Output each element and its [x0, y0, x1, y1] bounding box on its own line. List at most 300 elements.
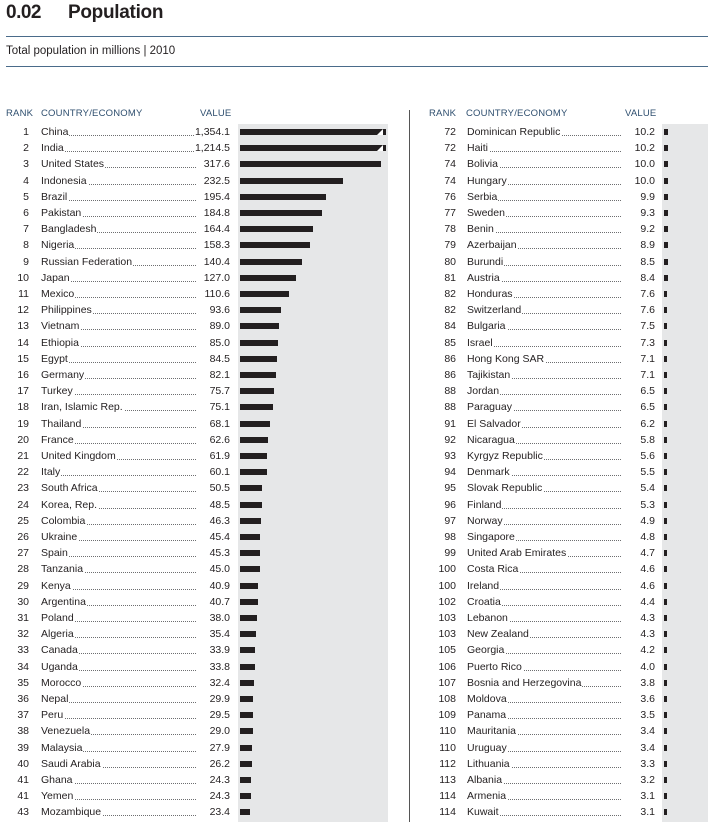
country-cell	[41, 723, 196, 739]
table-row	[0, 756, 392, 772]
country-cell	[467, 156, 621, 172]
population-bar	[664, 647, 667, 653]
dot-leader	[41, 475, 196, 476]
rank-cell: 9	[23, 255, 29, 268]
country-cell	[467, 173, 621, 189]
rank-cell: 109	[438, 709, 456, 722]
country-cell	[41, 691, 196, 707]
country-cell	[41, 140, 196, 156]
country-name: Colombia	[41, 514, 86, 527]
table-row	[409, 578, 708, 594]
country-name: Dominican Republic	[467, 126, 561, 138]
dot-leader	[467, 151, 621, 152]
table-row	[409, 659, 708, 675]
population-bar	[240, 793, 251, 799]
country-cell	[41, 740, 196, 756]
value-cell: 93.6	[209, 304, 230, 317]
country-name: Puerto Rico	[467, 660, 522, 673]
population-bar	[664, 761, 667, 767]
country-cell	[41, 237, 196, 253]
country-name: Norway	[467, 514, 503, 527]
value-cell: 4.6	[640, 563, 655, 576]
population-bar	[240, 421, 270, 427]
table-row	[0, 254, 392, 270]
country-name: Morocco	[41, 676, 82, 689]
value-cell: 10.0	[634, 158, 655, 171]
value-cell: 4.7	[640, 547, 655, 560]
country-name: Croatia	[467, 595, 501, 608]
rank-cell: 82	[444, 304, 456, 317]
table-row	[409, 156, 708, 172]
value-cell: 184.8	[203, 207, 230, 219]
country-cell	[467, 578, 621, 594]
country-name: Kyrgyz Republic	[467, 450, 543, 462]
country-cell	[467, 788, 621, 804]
population-bar	[240, 615, 257, 621]
country-cell	[41, 756, 196, 772]
rank-cell: 5	[23, 190, 29, 203]
country-name: Philippines	[41, 304, 92, 317]
population-bar	[240, 388, 274, 394]
value-cell: 84.5	[209, 352, 230, 365]
rank-cell: 80	[444, 255, 456, 268]
table-row	[0, 205, 392, 221]
table-row	[0, 561, 392, 577]
rank-cell: 114	[439, 790, 456, 803]
value-cell: 6.5	[640, 385, 655, 398]
country-name: Azerbaijan	[467, 239, 517, 252]
population-bar	[664, 421, 667, 427]
rank-cell: 76	[444, 190, 456, 203]
population-bar	[240, 712, 253, 718]
value-cell: 40.9	[209, 579, 230, 592]
table-row	[0, 740, 392, 756]
population-bar	[240, 583, 258, 589]
table-row	[0, 335, 392, 351]
table-row	[409, 610, 708, 626]
population-bar	[664, 583, 667, 589]
table-row	[409, 626, 708, 642]
country-name: Uganda	[41, 660, 78, 673]
bar-break-mark	[377, 129, 383, 135]
value-cell: 75.1	[209, 401, 230, 414]
value-cell: 1,214.5	[194, 142, 230, 155]
table-row	[409, 448, 708, 464]
value-cell: 317.6	[203, 158, 230, 171]
population-bar	[240, 323, 279, 329]
chart-number: 0.02	[6, 2, 41, 23]
table-row	[409, 513, 708, 529]
country-cell	[41, 675, 196, 691]
value-cell: 85.0	[209, 336, 230, 349]
table-row	[0, 383, 392, 399]
population-bar	[664, 145, 668, 151]
population-bar	[664, 680, 667, 686]
country-cell	[41, 367, 196, 383]
population-bar	[664, 388, 667, 394]
rank-cell: 3	[23, 158, 29, 171]
rank-cell: 103	[438, 628, 456, 641]
rank-cell: 8	[23, 239, 29, 252]
value-cell: 61.9	[209, 450, 230, 462]
country-name: Hungary	[467, 174, 507, 187]
rank-cell: 108	[438, 693, 456, 705]
country-name: Ghana	[41, 774, 73, 786]
value-cell: 3.5	[640, 709, 655, 722]
population-bar	[240, 161, 381, 167]
country-name: Spain	[41, 547, 68, 560]
table-row	[0, 626, 392, 642]
population-bar	[664, 161, 668, 167]
value-cell: 6.5	[640, 401, 655, 414]
country-name: Poland	[41, 612, 74, 624]
table-row	[0, 237, 392, 253]
country-name: Haiti	[467, 142, 489, 155]
population-bar	[240, 550, 260, 556]
table-row	[0, 723, 392, 739]
population-bar	[664, 615, 667, 621]
rank-cell: 72	[444, 126, 456, 138]
country-name: Finland	[467, 498, 502, 511]
value-cell: 3.3	[640, 757, 655, 770]
population-bar	[240, 534, 260, 540]
value-cell: 4.0	[640, 660, 655, 673]
table-row	[409, 286, 708, 302]
table-row	[409, 367, 708, 383]
table-row	[409, 124, 708, 140]
value-cell: 5.6	[640, 450, 655, 462]
value-cell: 24.3	[209, 790, 230, 803]
country-cell	[467, 140, 621, 156]
value-cell: 82.1	[209, 369, 230, 381]
country-cell	[467, 529, 621, 545]
table-row	[0, 221, 392, 237]
country-cell	[467, 367, 621, 383]
table-row	[409, 545, 708, 561]
population-bar	[664, 696, 667, 702]
country-cell	[467, 804, 621, 820]
country-cell	[41, 788, 196, 804]
value-cell: 158.3	[203, 239, 230, 252]
population-bar	[664, 453, 667, 459]
rank-cell: 17	[17, 385, 29, 398]
country-cell	[467, 691, 621, 707]
value-cell: 3.4	[640, 741, 655, 754]
country-name: Mexico	[41, 288, 75, 300]
value-cell: 68.1	[209, 417, 230, 430]
population-bar	[240, 485, 262, 491]
country-name: Mauritania	[467, 725, 517, 738]
country-name: France	[41, 433, 74, 446]
population-bar	[240, 777, 251, 783]
country-name: Russian Federation	[41, 255, 133, 268]
rank-cell: 36	[17, 693, 29, 705]
rank-cell: 81	[444, 271, 456, 284]
population-bar	[664, 664, 667, 670]
rank-cell: 105	[438, 644, 456, 657]
value-cell: 29.0	[209, 725, 230, 738]
table-row	[409, 383, 708, 399]
country-name: Bolivia	[467, 158, 498, 171]
country-name: Bosnia and Herzegovina	[467, 676, 582, 689]
population-bar	[240, 728, 253, 734]
value-cell: 8.5	[640, 255, 655, 268]
value-cell: 40.7	[209, 595, 230, 608]
table-row	[0, 432, 392, 448]
country-cell	[467, 464, 621, 480]
rank-cell: 103	[438, 612, 456, 624]
value-cell: 33.9	[209, 644, 230, 657]
rank-cell: 30	[17, 595, 29, 608]
population-bar	[240, 372, 276, 378]
rank-cell: 1	[23, 126, 29, 138]
population-bar	[664, 745, 667, 751]
country-name: Yemen	[41, 790, 74, 803]
population-bar	[240, 599, 258, 605]
country-cell	[467, 383, 621, 399]
table-row	[0, 497, 392, 513]
rank-cell: 88	[444, 401, 456, 414]
population-bar	[664, 356, 667, 362]
table-row	[0, 529, 392, 545]
value-cell: 9.3	[640, 207, 655, 219]
value-cell: 23.4	[209, 806, 230, 819]
table-row	[409, 675, 708, 691]
table-row	[409, 173, 708, 189]
population-bar	[240, 761, 252, 767]
country-cell	[41, 124, 196, 140]
country-name: Brazil	[41, 190, 68, 203]
value-cell: 3.2	[640, 774, 655, 786]
country-cell	[467, 237, 621, 253]
table-row	[0, 545, 392, 561]
country-name: Nicaragua	[467, 433, 515, 446]
population-bar	[240, 566, 260, 572]
country-cell	[41, 529, 196, 545]
country-cell	[41, 173, 196, 189]
chart-header	[6, 2, 708, 57]
country-cell	[41, 383, 196, 399]
population-bar	[240, 129, 386, 135]
population-bar	[664, 502, 667, 508]
country-name: Serbia	[467, 190, 498, 203]
table-row	[409, 804, 708, 820]
table-row	[0, 642, 392, 658]
country-cell	[41, 545, 196, 561]
population-bar	[664, 469, 667, 475]
rank-cell: 25	[17, 514, 29, 527]
value-cell: 45.4	[209, 531, 230, 543]
country-name: India	[41, 142, 64, 155]
population-bar	[664, 809, 667, 815]
rank-cell: 32	[17, 628, 29, 641]
value-cell: 89.0	[209, 320, 230, 333]
population-bar	[664, 178, 668, 184]
table-row	[409, 221, 708, 237]
value-cell: 110.6	[204, 288, 230, 300]
value-cell: 7.1	[640, 369, 655, 381]
rank-cell: 13	[17, 320, 29, 333]
country-cell	[41, 561, 196, 577]
rank-cell: 19	[17, 417, 29, 430]
table-row	[0, 464, 392, 480]
country-name: Pakistan	[41, 207, 82, 219]
country-cell	[467, 513, 621, 529]
country-name: Bulgaria	[467, 320, 506, 333]
country-name: Indonesia	[41, 174, 87, 187]
value-cell: 9.2	[640, 223, 655, 236]
country-cell	[41, 707, 196, 723]
value-cell: 8.9	[640, 239, 655, 252]
value-cell: 3.1	[640, 790, 655, 803]
country-name: South Africa	[41, 482, 98, 495]
table-row	[0, 707, 392, 723]
rank-cell: 24	[17, 498, 29, 511]
value-cell: 45.0	[209, 563, 230, 576]
table-row	[0, 594, 392, 610]
table-row	[409, 318, 708, 334]
country-cell	[467, 545, 621, 561]
country-header: COUNTRY/ECONOMY	[466, 108, 568, 119]
rank-cell: 110	[439, 725, 456, 738]
value-cell: 75.7	[209, 385, 230, 398]
value-cell: 5.3	[640, 498, 655, 511]
country-cell	[467, 416, 621, 432]
country-name: Costa Rica	[467, 563, 519, 576]
dot-leader	[41, 718, 196, 719]
rank-cell: 41	[17, 774, 29, 786]
country-cell	[467, 270, 621, 286]
country-cell	[467, 740, 621, 756]
population-bar	[240, 437, 268, 443]
country-name: Kenya	[41, 579, 71, 592]
population-bar	[664, 323, 667, 329]
country-name: Switzerland	[467, 304, 522, 317]
table-row	[409, 335, 708, 351]
country-cell	[41, 610, 196, 626]
value-cell: 3.8	[640, 676, 655, 689]
country-cell	[41, 254, 196, 270]
rank-header: RANK	[429, 108, 457, 119]
country-name: Mozambique	[41, 806, 102, 819]
rank-cell: 22	[17, 466, 29, 479]
country-name: Tanzania	[41, 563, 84, 576]
rank-cell: 94	[444, 466, 456, 479]
population-bar	[664, 518, 667, 524]
country-name: Kuwait	[467, 806, 499, 819]
table-row	[409, 561, 708, 577]
chart-subtitle: Total population in millions | 2010	[6, 45, 176, 57]
bar-break-mark	[377, 145, 383, 151]
value-cell: 4.9	[640, 514, 655, 527]
country-name: Canada	[41, 644, 78, 657]
country-cell	[41, 416, 196, 432]
rank-cell: 93	[444, 450, 456, 462]
value-cell: 38.0	[209, 612, 230, 624]
rank-cell: 20	[17, 433, 29, 446]
title-rule	[6, 36, 708, 37]
value-cell: 3.4	[640, 725, 655, 738]
country-cell	[41, 626, 196, 642]
rank-cell: 40	[17, 757, 29, 770]
table-row	[409, 254, 708, 270]
value-cell: 8.4	[640, 271, 655, 284]
country-name: Benin	[467, 223, 494, 236]
value-cell: 29.9	[209, 693, 230, 705]
rank-cell: 39	[17, 741, 29, 754]
rank-cell: 95	[444, 482, 456, 495]
country-cell	[41, 189, 196, 205]
population-bar	[664, 437, 667, 443]
value-cell: 232.5	[203, 174, 230, 187]
country-cell	[467, 318, 621, 334]
value-cell: 140.4	[203, 255, 230, 268]
country-name: Ireland	[467, 579, 500, 592]
value-cell: 46.3	[209, 514, 230, 527]
value-cell: 4.8	[640, 531, 655, 543]
table-row	[0, 610, 392, 626]
rank-cell: 33	[17, 644, 29, 657]
table-row	[409, 497, 708, 513]
country-cell	[467, 448, 621, 464]
country-cell	[41, 464, 196, 480]
table-row	[0, 416, 392, 432]
country-name: China	[41, 126, 69, 138]
population-bar	[240, 178, 343, 184]
country-name: Egypt	[41, 352, 68, 365]
rank-cell: 74	[444, 158, 456, 171]
country-name: Argentina	[41, 595, 86, 608]
country-cell	[41, 594, 196, 610]
table-row	[409, 529, 708, 545]
population-bar	[664, 793, 667, 799]
value-cell: 1,354.1	[194, 126, 230, 138]
population-bar	[240, 259, 302, 265]
country-name: Algeria	[41, 628, 74, 641]
country-name: United States	[41, 158, 105, 171]
country-name: Georgia	[467, 644, 505, 657]
country-cell	[467, 756, 621, 772]
country-name: Moldova	[467, 693, 507, 705]
country-cell	[41, 659, 196, 675]
value-cell: 50.5	[209, 482, 230, 495]
country-cell	[41, 399, 196, 415]
country-name: Tajikistan	[467, 369, 511, 381]
table-row	[409, 707, 708, 723]
table-row	[409, 416, 708, 432]
table-row	[409, 351, 708, 367]
table-row	[409, 788, 708, 804]
country-cell	[467, 221, 621, 237]
rank-cell: 38	[17, 725, 29, 738]
population-bar	[240, 631, 256, 637]
rank-cell: 10	[17, 271, 29, 284]
population-bar	[664, 307, 667, 313]
value-cell: 45.3	[209, 547, 230, 560]
population-bar	[240, 680, 254, 686]
table-row	[409, 740, 708, 756]
value-cell: 3.6	[640, 693, 655, 705]
table-row	[0, 578, 392, 594]
country-name: Vietnam	[41, 320, 80, 333]
rank-cell: 98	[444, 531, 456, 543]
rank-cell: 18	[17, 401, 29, 414]
value-cell: 3.1	[640, 806, 655, 819]
population-bar	[240, 453, 267, 459]
table-row	[409, 691, 708, 707]
country-cell	[41, 642, 196, 658]
country-cell	[467, 497, 621, 513]
